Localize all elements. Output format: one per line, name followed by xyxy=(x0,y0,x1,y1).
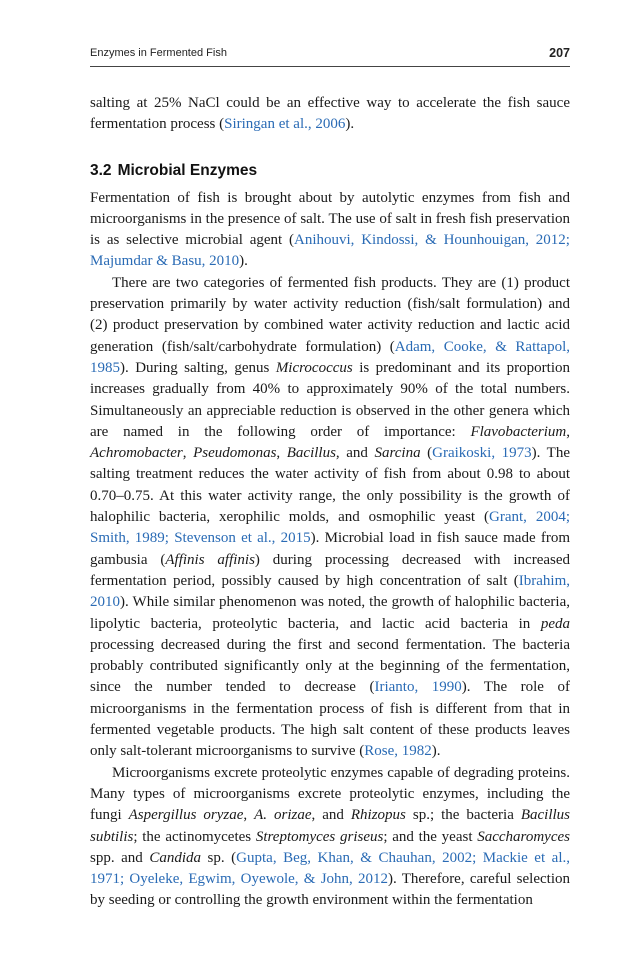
paragraph: Fermentation of fish is brought about by autolytic enzymes from fish and microorganisms in the presence of salt. The use of salt in fresh fish preservation is as selective microbial agent (Anihouvi, Kindossi, & Hounhouigan, 2012; Majumdar & Basu, 2010). xyxy=(90,189,570,270)
citation-link[interactable]: Anihouvi, Kindossi, & Hounhouigan, 2012; Majumdar & Basu, 2010 xyxy=(90,232,570,270)
taxon-name: A. orizae xyxy=(254,807,312,824)
citation-link[interactable]: Rose, 1982 xyxy=(364,743,432,760)
taxon-name: Streptomyces griseus xyxy=(255,828,384,845)
citation-link[interactable]: Gupta, Beg, Khan, & Chauhan, 2002; Mackie et al., 1971; Oyeleke, Egwim, Oyewole, & John, 2012 xyxy=(90,849,570,888)
paragraph: There are two categories of fermented fish products. They are (1) product preservation primarily by water activity reduction (fish/salt formulation) and (2) product preservation by combined water activity reduction and lactic acid generation (fish/salt/carbohydrate formulation) (Adam, Cooke, & Rattapol, 1985). During salting, genus Micrococcus is predominant and its proportion increases gradually from 40% to approximately 90% of the total numbers. Simultaneously an appreciable reduction is observed in the other genera which are named in the following order of importance: Flavobacterium, Achromobacter, Pseudomonas, Bacillus, and Sarcina (Graikoski, 1973). The salting treatment reduces the water activity of fish from about 0.98 to about 0.70–0.75. At this water activity range, the only possibility is the growth of halophilic bacteria, xerophilic molds, and osmophilic yeast (Grant, 2004; Smith, 1989; Stevenson et al., 2015). Microbial load in fish sauce made from gambusia (Affinis affinis) during processing decreased with increased fermentation period, possibly caused by high concentration of salt (Ibrahim, 2010). While similar phenomenon was noted, the growth of halophilic bacteria, lipolytic bacteria, proteolytic bacteria, and lactic acid bacteria in peda processing decreased during the first and second fermentation. The bacteria probably contributed significantly only at the beginning of the fermentation, since the number tended to decrease (Irianto, 1990). The role of microorganisms in the fermentation process of fish is different from that in fermented vegetable products. The high salt content of these products leaves only salt-tolerant microorganisms to survive (Rose, 1982). xyxy=(90,274,571,760)
citation-link[interactable]: Graikoski, 1973 xyxy=(432,445,532,462)
citation-link[interactable]: Adam, Cooke, & Rattapol, 1985 xyxy=(90,338,570,376)
taxon-name: Bacillus xyxy=(286,445,336,462)
page-number: 207 xyxy=(549,46,570,60)
body-text xyxy=(90,93,570,912)
section-title: Microbial Enzymes xyxy=(117,161,258,179)
citation-link[interactable]: Irianto, 1990 xyxy=(374,679,462,696)
taxon-name: Rhizopus xyxy=(350,807,406,824)
taxon-name: Micrococcus xyxy=(275,359,353,376)
section-heading xyxy=(90,160,570,182)
running-title: Enzymes in Fermented Fish xyxy=(90,47,227,59)
product-name: peda xyxy=(540,615,570,632)
citation-link[interactable]: Grant, 2004; Smith, 1989; Stevenson et al., 2015 xyxy=(90,509,570,547)
taxon-name: Affinis affinis xyxy=(165,551,255,568)
taxon-name: Candida xyxy=(149,849,201,866)
citation-link[interactable]: Siringan et al., 2006 xyxy=(224,116,346,133)
taxon-name: Sarcina xyxy=(374,445,421,462)
header-rule xyxy=(90,66,570,67)
paragraph: Microorganisms excrete proteolytic enzymes capable of degrading proteins. Many types of microorganisms excrete proteolytic enzymes, including the fungi Aspergillus oryzae, A. orizae, and Rhizopus sp.; the bacteria Bacillus subtilis; the actinomycetes Streptomyces griseus; and the yeast Saccharomyces spp. and Candida sp. (Gupta, Beg, Khan, & Chauhan, 2002; Mackie et al., 1971; Oyeleke, Egwim, Oyewole, & John, 2012). Therefore, careful selection by seeding or controlling the growth environment within the fermentation xyxy=(90,764,570,909)
paragraph-continued: salting at 25% NaCl could be an effective way to accelerate the fish sauce fermentation process (Siringan et al., 2006). xyxy=(90,95,570,133)
taxon-name: Pseudomonas xyxy=(193,445,277,462)
section-number: 3.2 xyxy=(90,161,112,179)
taxon-name: Achromobacter xyxy=(90,445,183,462)
taxon-name: Aspergillus oryzae xyxy=(128,807,244,824)
taxon-name: Bacillus subtilis xyxy=(90,807,570,845)
taxon-name: Saccharomyces xyxy=(477,828,570,845)
citation-link[interactable]: Ibrahim, 2010 xyxy=(90,572,570,611)
taxon-name: Flavobacterium xyxy=(470,423,567,440)
